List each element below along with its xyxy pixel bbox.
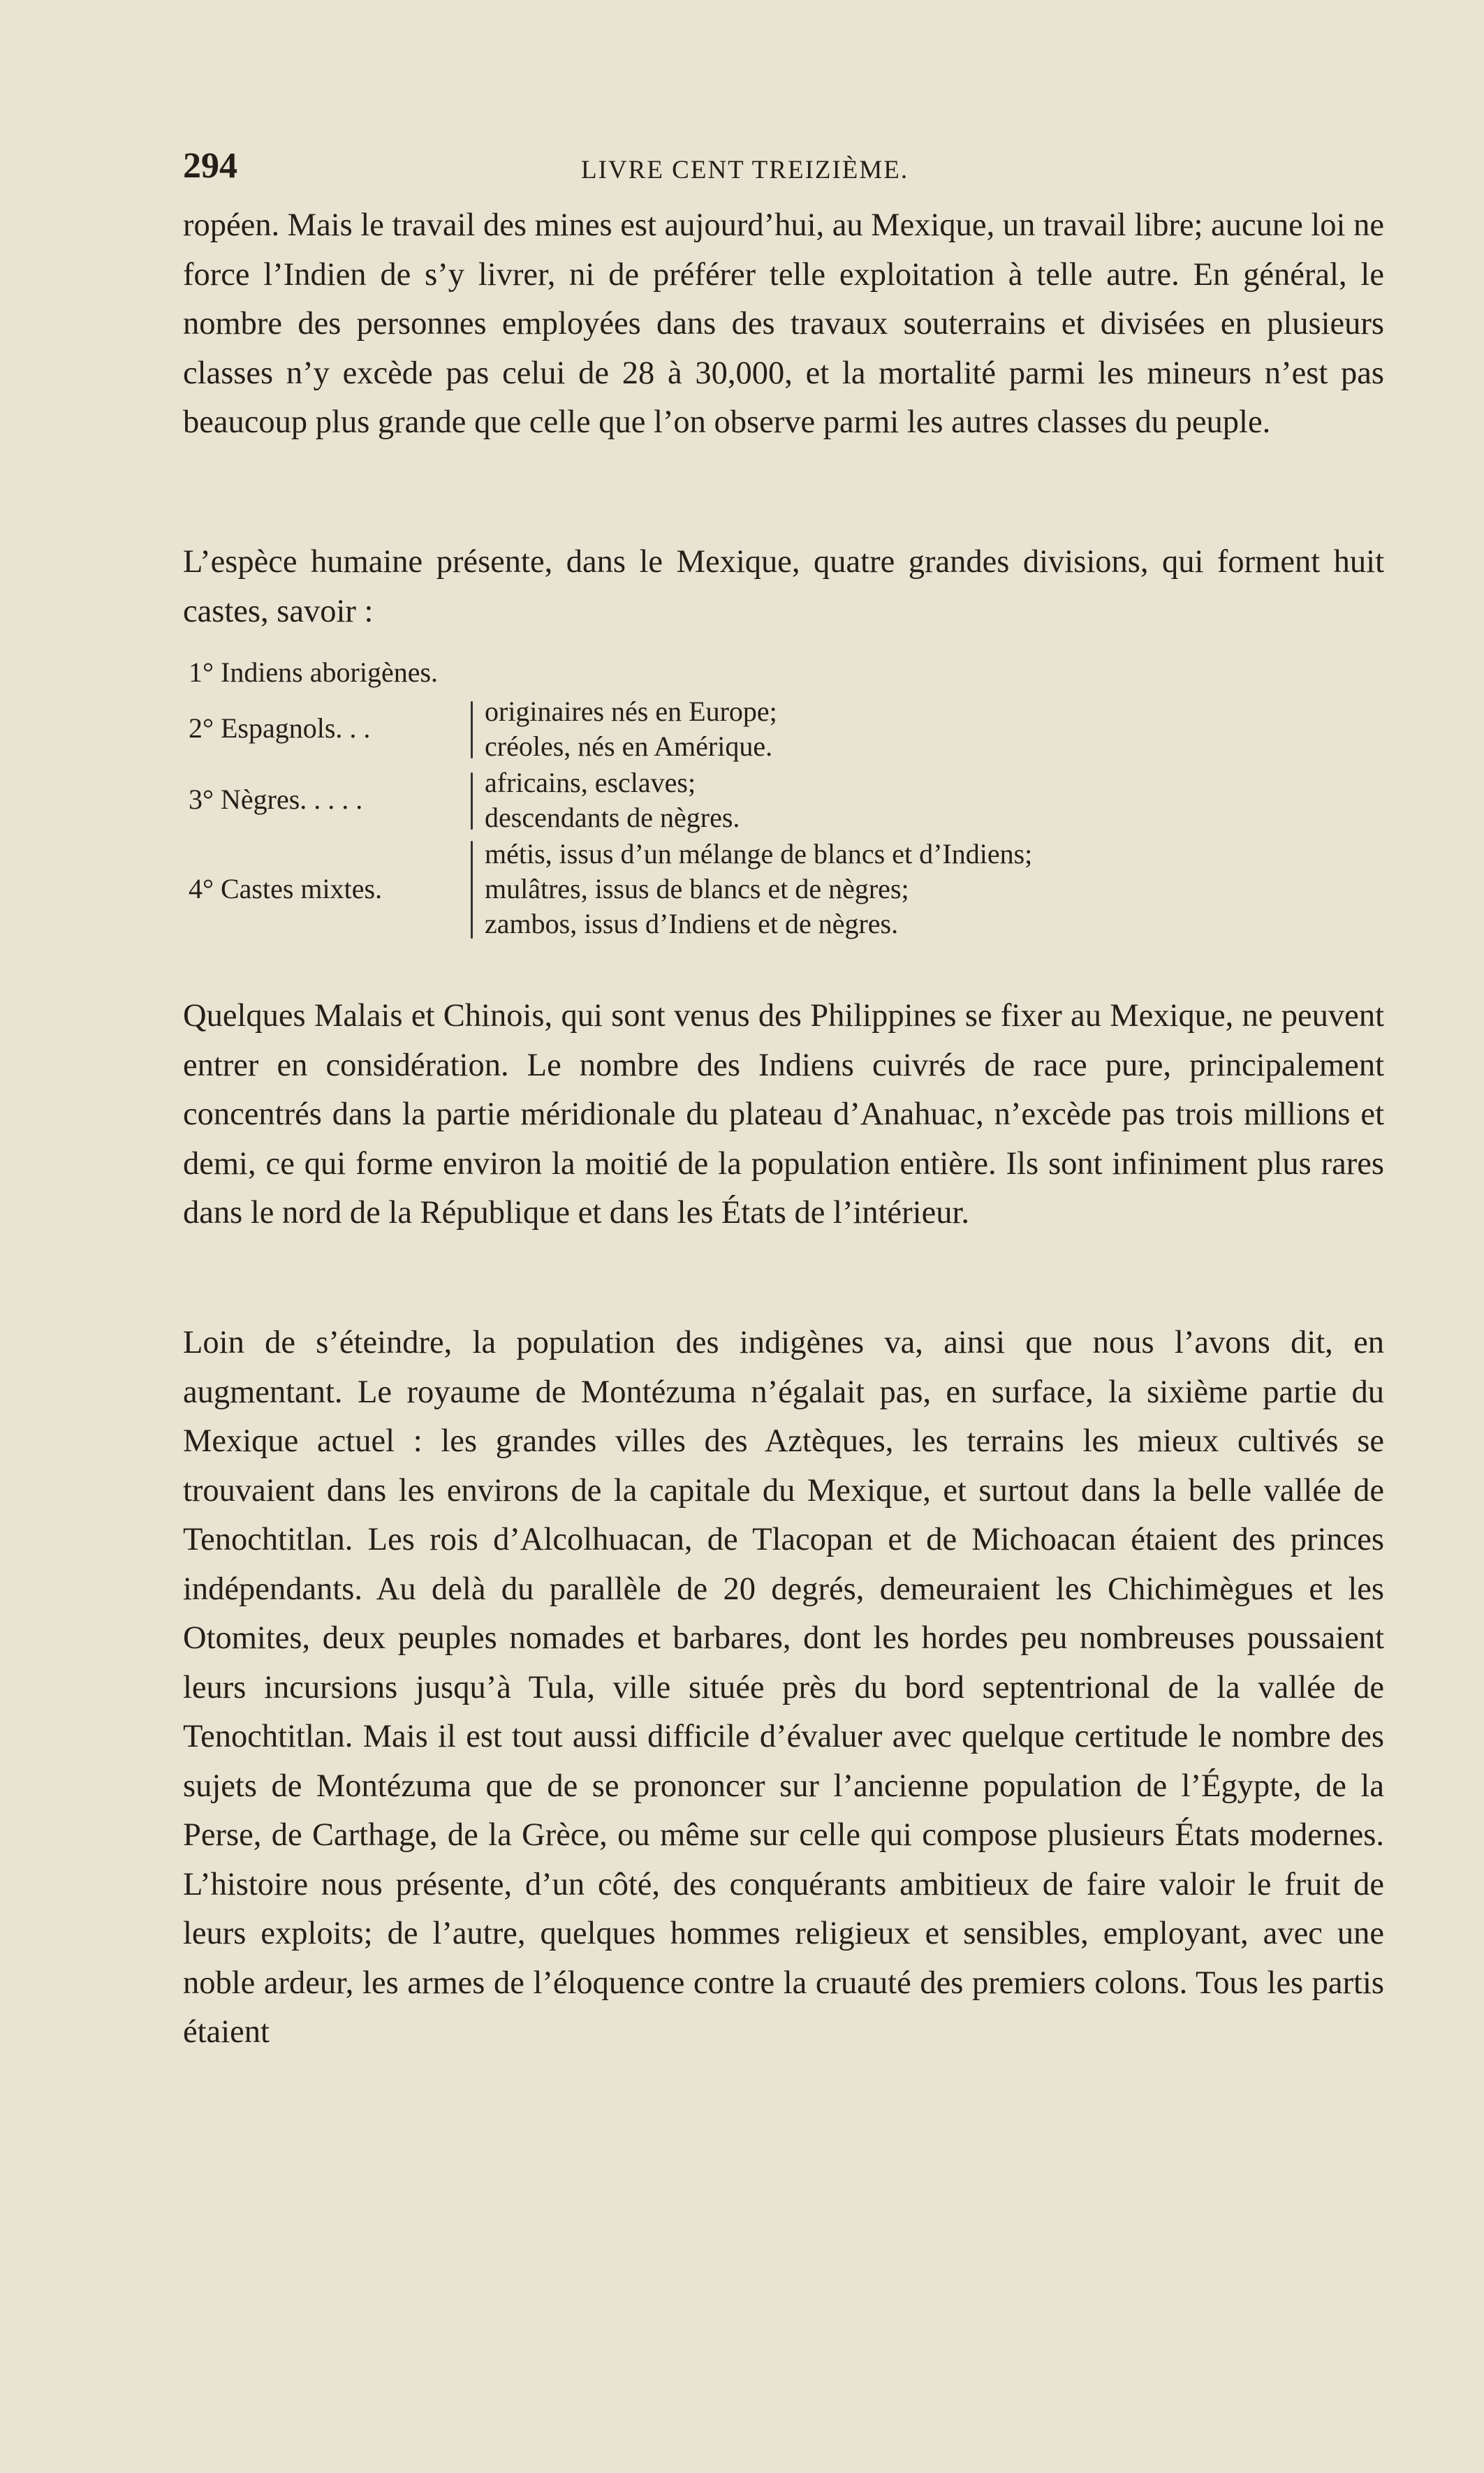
caste-row bbox=[183, 694, 1384, 765]
caste-label: 2° Espagnols. . . bbox=[189, 712, 371, 744]
paragraph-text: ropéen. Mais le travail des mines est aujourd’hui, au Mexique, un travail libre; aucune loi ne force l’Indien de s’y livrer, ni de préférer telle exploitation à telle autre. En général, le nombre des personnes employées dans des travaux souterrains et divisées en plusieurs classes n’y excède pas celui de 28 à 30,000, et la mortalité parmi les mineurs n’est pas beaucoup plus grande que celle que l’on observe parmi les autres classes du peuple. bbox=[183, 207, 1384, 440]
page-number: 294 bbox=[183, 146, 237, 186]
caste-item: descendants de nègres. bbox=[485, 802, 740, 833]
running-head: LIVRE CENT TREIZIÈME. bbox=[581, 156, 909, 184]
brace bbox=[471, 701, 473, 758]
caste-items bbox=[485, 837, 1032, 941]
caste-label: 3° Nègres. . . . . bbox=[189, 784, 363, 815]
paragraph-text: Loin de s’éteindre, la population des indigènes va, ainsi que nous l’avons dit, en augmentant. Le royaume de Montézuma n’égalait pas, en surface, la sixième partie du Mexique actuel : les grandes villes des Aztèques, les terrains les mieux cultivés se trouvaient dans les environs de la capitale du Mexique, et surtout dans la belle vallée de Tenochtitlan. Les rois d’Alcolhuacan, de Tlacopan et de Michoacan étaient des princes indépendants. Au delà du parallèle de 20 degrés, demeuraient les Chichimègues et les Otomites, deux peuples nomades et barbares, dont les hordes peu nombreuses poussaient leurs incursions jusqu’à Tula, ville située près du bord septentrional de la vallée de Tenochtitlan. Mais il est tout aussi difficile d’évaluer avec quelque certitude le nombre des sujets de Montézuma que de se prononcer sur l’ancienne population de l’Égypte, de la Perse, de Carthage, de la Grèce, ou même sur celle qui compose plusieurs États modernes. L’histoire nous présente, d’un côté, des conquérants ambitieux de faire valoir le fruit de leurs exploits; de l’autre, quelques hommes religieux et sensibles, employant, avec une noble ardeur, les armes de l’éloquence contre la cruauté des premiers colons. Tous les partis étaient bbox=[183, 1325, 1384, 2050]
caste-row bbox=[183, 655, 1384, 694]
paragraph-divisions bbox=[183, 538, 1384, 636]
castes-list bbox=[183, 655, 1384, 941]
brace bbox=[471, 772, 473, 830]
caste-item: mulâtres, issus de blancs et de nègres; bbox=[485, 873, 909, 904]
caste-item: originaires nés en Europe; bbox=[485, 696, 777, 727]
paragraph-montezuma bbox=[183, 1319, 1384, 2057]
caste-label: 1° Indiens aborigènes. bbox=[189, 656, 439, 688]
paragraph-mines bbox=[183, 201, 1384, 448]
caste-item: créoles, nés en Amérique. bbox=[485, 731, 773, 762]
caste-label: 4° Castes mixtes. bbox=[189, 873, 383, 904]
caste-items bbox=[485, 694, 777, 764]
caste-item: africains, esclaves; bbox=[485, 767, 696, 798]
caste-item: métis, issus d’un mélange de blancs et d’Indiens; bbox=[485, 838, 1033, 869]
caste-row bbox=[183, 837, 1384, 941]
paragraph-population bbox=[183, 992, 1384, 1238]
caste-items bbox=[485, 765, 740, 835]
paragraph-text: L’espèce humaine présente, dans le Mexique, quatre grandes divisions, qui forment huit castes, savoir : bbox=[183, 544, 1384, 629]
paragraph-text: Quelques Malais et Chinois, qui sont venus des Philippines se fixer au Mexique, ne peuvent entrer en considération. Le nombre des Indiens cuivrés de race pure, principalement concentrés dans la partie méridionale du plateau d’Anahuac, n’excède pas trois millions et demi, ce qui forme environ la moitié de la population entière. Ils sont infiniment plus rares dans le nord de la République et dans les États de l’intérieur. bbox=[183, 998, 1384, 1231]
page-header bbox=[183, 145, 1384, 194]
brace bbox=[471, 841, 473, 939]
caste-item: zambos, issus d’Indiens et de nègres. bbox=[485, 908, 899, 939]
caste-row bbox=[183, 765, 1384, 837]
